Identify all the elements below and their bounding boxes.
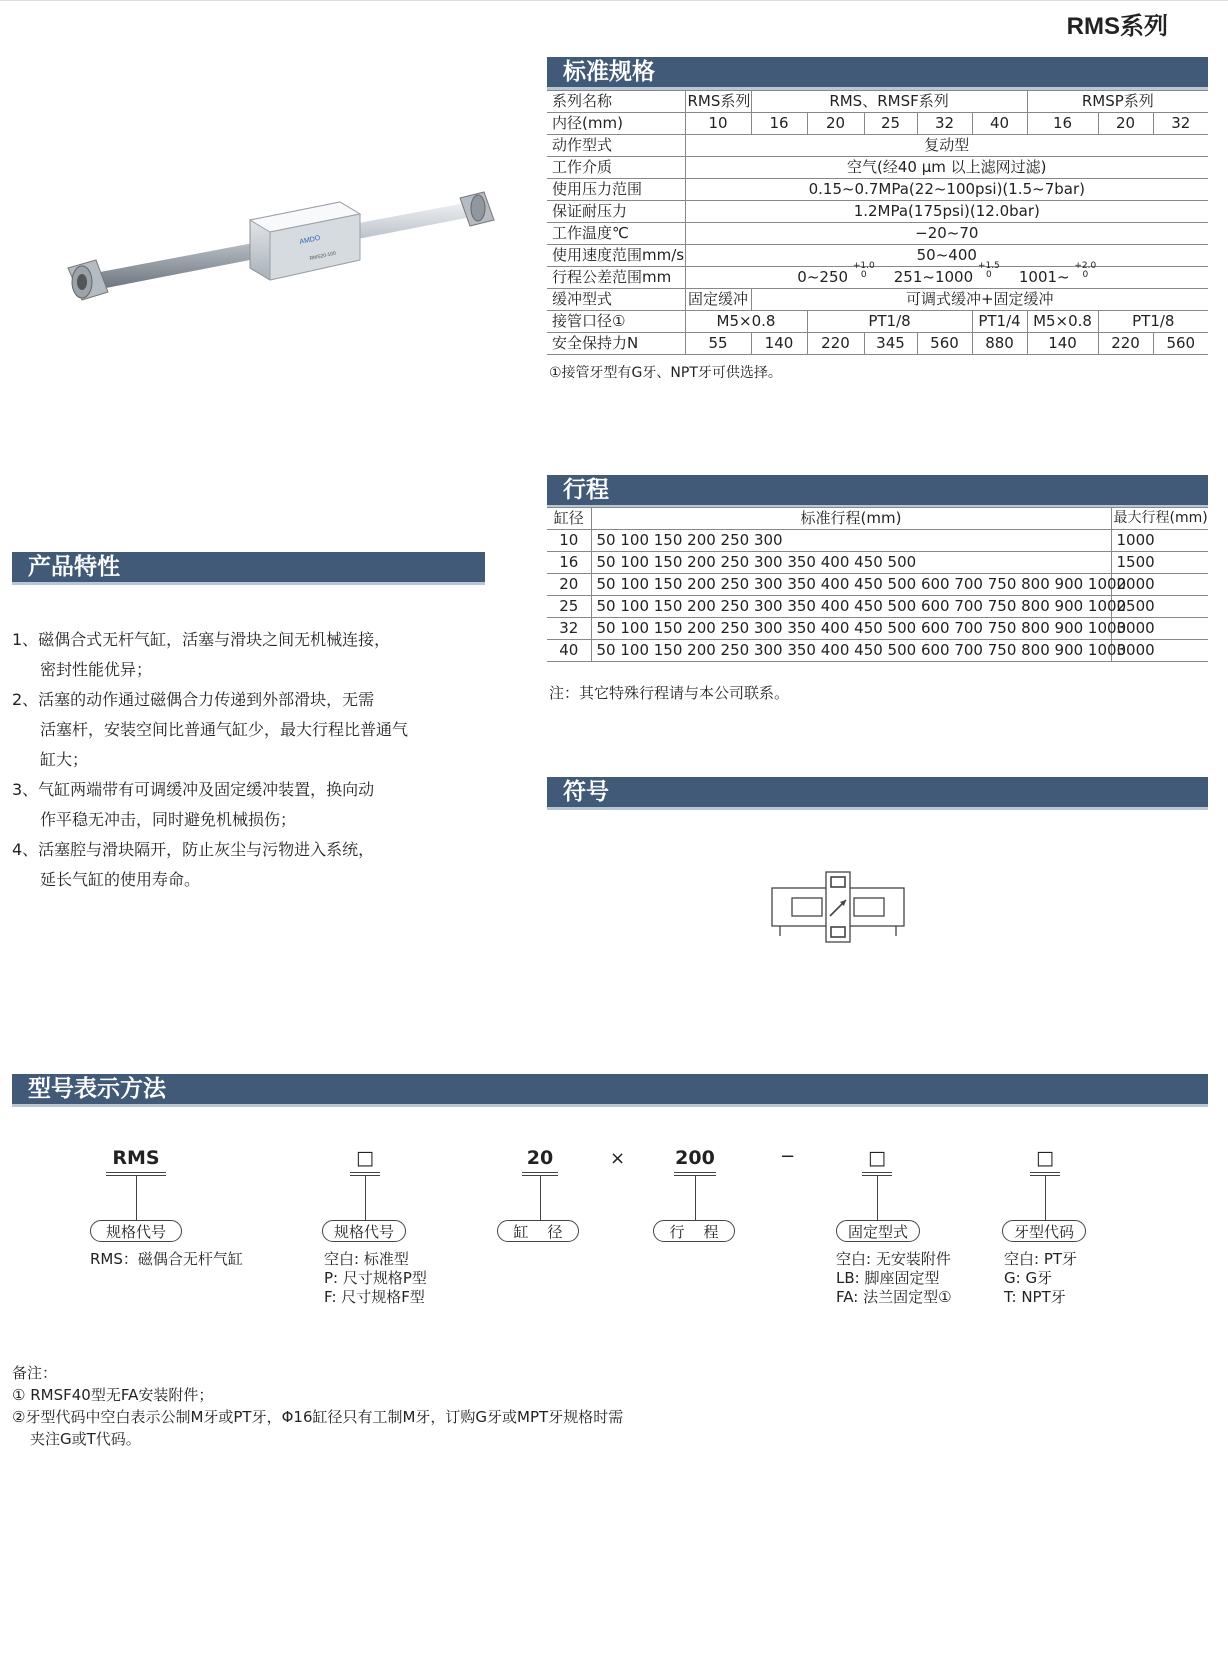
code-underline <box>522 1172 558 1173</box>
table-row <box>547 640 1208 662</box>
feature-line: 活塞杆，安装空间比普通气缸少，最大行程比普通气 <box>40 720 409 739</box>
feature-line: 作平稳无冲击，同时避免机械损伤； <box>40 810 297 829</box>
stroke-note: 注：其它特殊行程请与本公司联系。 <box>549 684 790 702</box>
spec-value: 固定缓冲 <box>685 289 751 311</box>
force-cell: 560 <box>917 333 972 355</box>
bore-cell: 40 <box>972 113 1027 135</box>
remark-item: ②牙型代码中空白表示公制M牙或PT牙，Φ16缸径只有工制M牙，订购G牙或MPT牙规格时需 <box>12 1408 624 1426</box>
max-stroke-cell: 3000 <box>1111 618 1208 640</box>
bore-cell: 32 <box>917 113 972 135</box>
spec-label: 接管口径① <box>547 311 685 333</box>
code-desc: RMS：磁偶合无杆气缸 <box>90 1250 243 1268</box>
feature-line: 延长气缸的使用寿命。 <box>40 870 201 889</box>
code-desc: FA: 法兰固定型① <box>836 1288 952 1306</box>
code-label-pill: 固定型式 <box>836 1220 920 1242</box>
bore-cell: 16 <box>1027 113 1098 135</box>
force-cell: 140 <box>751 333 807 355</box>
model-label: RMS20-100 <box>309 250 337 262</box>
max-stroke-cell: 1000 <box>1111 530 1208 552</box>
rodless-cylinder-symbol-icon <box>770 870 910 945</box>
max-stroke-cell: 2000 <box>1111 574 1208 596</box>
bore-cell: 20 <box>1098 113 1153 135</box>
bore-cell: 20 <box>807 113 864 135</box>
tol-range: 0~250 <box>797 268 849 286</box>
spec-value: PT1/4 <box>972 311 1027 333</box>
spec-row-proof <box>547 201 1208 223</box>
table-row <box>547 552 1208 574</box>
table-row <box>547 596 1208 618</box>
bore-cell: 10 <box>547 530 591 552</box>
force-cell: 345 <box>864 333 917 355</box>
tol-limits: +2.0 0 <box>1074 260 1097 280</box>
feature-line: 1、磁偶合式无杆气缸，活塞与滑块之间无机械连接， <box>12 630 391 649</box>
max-stroke-cell: 3000 <box>1111 640 1208 662</box>
max-stroke-cell: 2500 <box>1111 596 1208 618</box>
spec-row-tolerance <box>547 267 1208 289</box>
code-underline <box>674 1172 716 1173</box>
spec-value: M5×0.8 <box>1027 311 1098 333</box>
spec-value: 可调式缓冲+固定缓冲 <box>751 289 1208 311</box>
series-group: RMS、RMSF系列 <box>751 91 1027 113</box>
remark-item: 夹注G或T代码。 <box>30 1430 141 1448</box>
bore-cell: 25 <box>864 113 917 135</box>
stroke-header-row <box>547 508 1208 530</box>
model-code-bore: 20 <box>526 1147 554 1169</box>
bore-cell: 32 <box>547 618 591 640</box>
remarks <box>12 1362 623 1450</box>
std-stroke-cell: 50 100 150 200 250 300 350 400 450 500 <box>591 552 1111 574</box>
bore-cell: 25 <box>547 596 591 618</box>
leader-line <box>877 1175 878 1223</box>
features-section-header: 产品特性 <box>12 552 485 582</box>
product-image <box>60 180 500 330</box>
spec-label: 缓冲型式 <box>547 289 685 311</box>
code-desc: 空白: 无安装附件 <box>836 1250 951 1268</box>
tol-range: 251~1000 <box>893 268 974 286</box>
code-desc: LB: 脚座固定型 <box>836 1269 940 1287</box>
spec-label: 行程公差范围mm <box>547 267 685 289</box>
spec-value: PT1/8 <box>807 311 972 333</box>
spec-row-cushion <box>547 289 1208 311</box>
code-label-pill: 规格代号 <box>322 1220 406 1242</box>
code-underline <box>1030 1172 1060 1173</box>
model-code-stroke: 200 <box>675 1147 715 1169</box>
code-underline <box>106 1172 166 1173</box>
col-header: 缸径 <box>547 508 591 530</box>
features-list <box>12 625 408 895</box>
spec-value: 1.2MPa(175psi)(12.0bar) <box>685 201 1208 223</box>
spec-value: M5×0.8 <box>685 311 807 333</box>
table-row <box>547 574 1208 596</box>
spec-row-series <box>547 91 1208 113</box>
force-cell: 220 <box>807 333 864 355</box>
model-code-spec: □ <box>356 1147 374 1169</box>
spec-value: 0.15~0.7MPa(22~100psi)(1.5~7bar) <box>685 179 1208 201</box>
tol-limits: +1.0 0 <box>852 260 875 280</box>
remarks-title: 备注： <box>12 1364 58 1382</box>
code-desc: P: 尺寸规格P型 <box>324 1269 427 1287</box>
bore-cell: 32 <box>1153 113 1208 135</box>
std-stroke-cell: 50 100 150 200 250 300 350 400 450 500 600 700 750 800 900 1000 <box>591 640 1111 662</box>
force-cell: 140 <box>1027 333 1098 355</box>
times-sign: × <box>610 1148 626 1169</box>
leader-line <box>136 1175 137 1223</box>
spec-row-action <box>547 135 1208 157</box>
col-header: 最大行程(mm) <box>1111 508 1208 530</box>
code-desc: G: G牙 <box>1004 1269 1053 1287</box>
table-row <box>547 618 1208 640</box>
pneumatic-symbol <box>770 870 910 945</box>
leader-line <box>365 1175 366 1223</box>
spec-value: 复动型 <box>685 135 1208 157</box>
top-rule <box>0 0 1228 1</box>
spec-row-speed <box>547 245 1208 267</box>
std-stroke-cell: 50 100 150 200 250 300 350 400 450 500 600 700 750 800 900 1000 <box>591 618 1111 640</box>
spec-label: 使用压力范围 <box>547 179 685 201</box>
feature-line: 缸大； <box>40 750 89 769</box>
spec-label: 工作温度℃ <box>547 223 685 245</box>
stroke-table-wrap <box>547 507 1208 662</box>
spec-value: −20~70 <box>685 223 1208 245</box>
code-desc: 空白: PT牙 <box>1004 1250 1078 1268</box>
spec-row-temp <box>547 223 1208 245</box>
table-row <box>547 530 1208 552</box>
spec-table-wrap <box>547 90 1208 355</box>
spec-row-bore <box>547 113 1208 135</box>
brand-label: AMDO <box>298 234 321 246</box>
bore-cell: 40 <box>547 640 591 662</box>
spec-footnote: ①接管牙型有G牙、NPT牙可供选择。 <box>549 365 782 381</box>
spec-label: 安全保持力N <box>547 333 685 355</box>
spec-table <box>547 90 1208 355</box>
spec-label: 使用速度范围mm/s <box>547 245 685 267</box>
tol-limits: +1.5 0 <box>977 260 1000 280</box>
spec-label: 系列名称 <box>547 91 685 113</box>
spec-row-port <box>547 311 1208 333</box>
code-label-pill: 规格代号 <box>90 1220 182 1242</box>
stroke-section-header: 行程 <box>547 475 1208 505</box>
leader-line <box>695 1175 696 1223</box>
force-cell: 220 <box>1098 333 1153 355</box>
spec-value: 空气(经40 μm 以上滤网过滤) <box>685 157 1208 179</box>
max-stroke-cell: 1500 <box>1111 552 1208 574</box>
bore-cell: 16 <box>751 113 807 135</box>
spec-label: 工作介质 <box>547 157 685 179</box>
force-cell: 55 <box>685 333 751 355</box>
std-stroke-cell: 50 100 150 200 250 300 <box>591 530 1111 552</box>
spec-row-force <box>547 333 1208 355</box>
model-code-series: RMS <box>112 1147 160 1169</box>
series-title: RMS系列 <box>1066 13 1168 40</box>
tol-range: 1001~ <box>1018 268 1070 286</box>
force-cell: 560 <box>1153 333 1208 355</box>
feature-line: 2、活塞的动作通过磁偶合力传递到外部滑块，无需 <box>12 690 375 709</box>
bore-cell: 20 <box>547 574 591 596</box>
spec-label: 保证耐压力 <box>547 201 685 223</box>
feature-line: 3、气缸两端带有可调缓冲及固定缓冲装置，换向动 <box>12 780 375 799</box>
spec-section-header: 标准规格 <box>547 57 1208 87</box>
code-label-pill: 行 程 <box>653 1220 735 1242</box>
code-underline <box>862 1172 892 1173</box>
spec-row-pressure <box>547 179 1208 201</box>
spec-row-medium <box>547 157 1208 179</box>
remark-item: ① RMSF40型无FA安装附件； <box>12 1386 214 1404</box>
model-section-header: 型号表示方法 <box>12 1074 1208 1104</box>
model-code-mount: □ <box>868 1147 886 1169</box>
leader-line <box>1045 1175 1046 1223</box>
spec-label: 内径(mm) <box>547 113 685 135</box>
feature-line: 密封性能优异； <box>40 660 153 679</box>
leader-line <box>540 1175 541 1223</box>
stroke-table <box>547 507 1208 662</box>
std-stroke-cell: 50 100 150 200 250 300 350 400 450 500 600 700 750 800 900 1000 <box>591 574 1111 596</box>
std-stroke-cell: 50 100 150 200 250 300 350 400 450 500 600 700 750 800 900 1000 <box>591 596 1111 618</box>
code-desc: 空白: 标准型 <box>324 1250 409 1268</box>
force-cell: 880 <box>972 333 1027 355</box>
series-group: RMS系列 <box>685 91 751 113</box>
spec-value <box>685 260 1208 289</box>
code-desc: T: NPT牙 <box>1004 1288 1066 1306</box>
bore-cell: 16 <box>547 552 591 574</box>
bore-cell: 10 <box>685 113 751 135</box>
spec-label: 动作型式 <box>547 135 685 157</box>
series-group: RMSP系列 <box>1027 91 1208 113</box>
cylinder-illustration <box>60 180 500 330</box>
feature-line: 4、活塞腔与滑块隔开，防止灰尘与污物进入系统， <box>12 840 375 859</box>
symbol-section-header: 符号 <box>547 777 1208 807</box>
code-desc: F: 尺寸规格F型 <box>324 1288 425 1306</box>
code-label-pill: 牙型代码 <box>1002 1220 1086 1242</box>
dash-sign: − <box>780 1146 796 1167</box>
model-code-thread: □ <box>1036 1147 1054 1169</box>
spec-value: 50~400 <box>685 245 1208 267</box>
code-label-pill: 缸 径 <box>497 1220 579 1242</box>
code-underline <box>350 1172 380 1173</box>
col-header: 标准行程(mm) <box>591 508 1111 530</box>
spec-value: PT1/8 <box>1098 311 1208 333</box>
